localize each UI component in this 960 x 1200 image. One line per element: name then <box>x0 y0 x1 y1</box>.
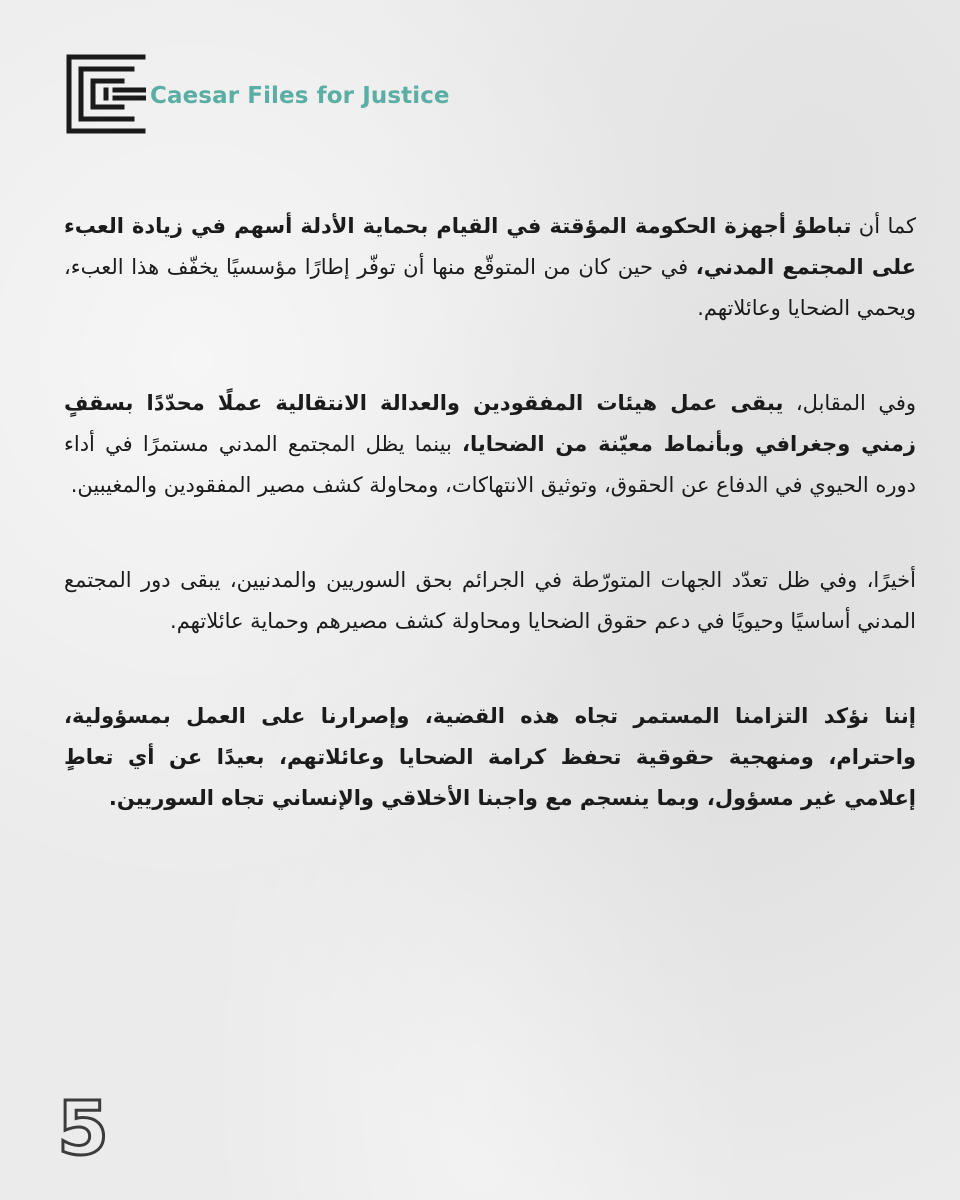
page-number: 5 <box>57 1086 109 1172</box>
paragraph-evidence-intro: كما أن <box>851 214 916 238</box>
caesar-logo-icon <box>66 54 146 134</box>
paragraph-civil-society <box>64 560 916 642</box>
paragraph-commissions-highlight: يبقى عمل هيئات المفقودين والعدالة الانتقالية عملًا محدّدًا بسقفٍ زمني وجغرافي وبأنماط معيّنة من الضحايا، <box>64 391 916 456</box>
paragraph-evidence-rest: في حين كان من المتوقّع منها أن توفّر إطارًا مؤسسيًا يخفّف هذا العبء، ويحمي الضحايا وعائلاتهم. <box>64 255 916 320</box>
article-body <box>64 206 916 819</box>
paragraph-commissions-rest: بينما يظل المجتمع المدني مستمرًا في أداء دوره الحيوي في الدفاع عن الحقوق، وتوثيق الانتهاكات، ومحاولة كشف مصير المفقودين والمغيبين. <box>64 432 916 497</box>
paragraph-evidence-highlight: تباطؤ أجهزة الحكومة المؤقتة في القيام بحماية الأدلة أسهم في زيادة العبء على المجتمع المدني، <box>64 214 917 279</box>
paragraph-commissions <box>64 383 916 506</box>
paragraph-civil-society-text: أخيرًا، وفي ظل تعدّد الجهات المتورّطة في الجرائم بحق السوريين والمدنيين، يبقى دور المجتمع المدني أساسيًا وحيويًا في دعم حقوق الضحايا ومحاولة كشف مصيرهم وحماية عائلاتهم. <box>64 568 916 633</box>
paragraph-commitment <box>64 696 916 819</box>
paragraph-commissions-intro: وفي المقابل، <box>783 391 916 415</box>
header <box>66 54 450 134</box>
paragraph-commitment-text: إننا نؤكد التزامنا المستمر تجاه هذه القضية، وإصرارنا على العمل بمسؤولية، واحترام، ومنهجية حقوقية تحفظ كرامة الضحايا وعائلاتهم، بعيدًا عن أي تعاطٍ إعلامي غير مسؤول، وبما ينسجم مع واجبنا الأخلاقي والإنساني تجاه السوريين. <box>64 704 916 810</box>
paragraph-evidence <box>64 206 916 329</box>
brand-name: Caesar Files for Justice <box>150 83 450 109</box>
